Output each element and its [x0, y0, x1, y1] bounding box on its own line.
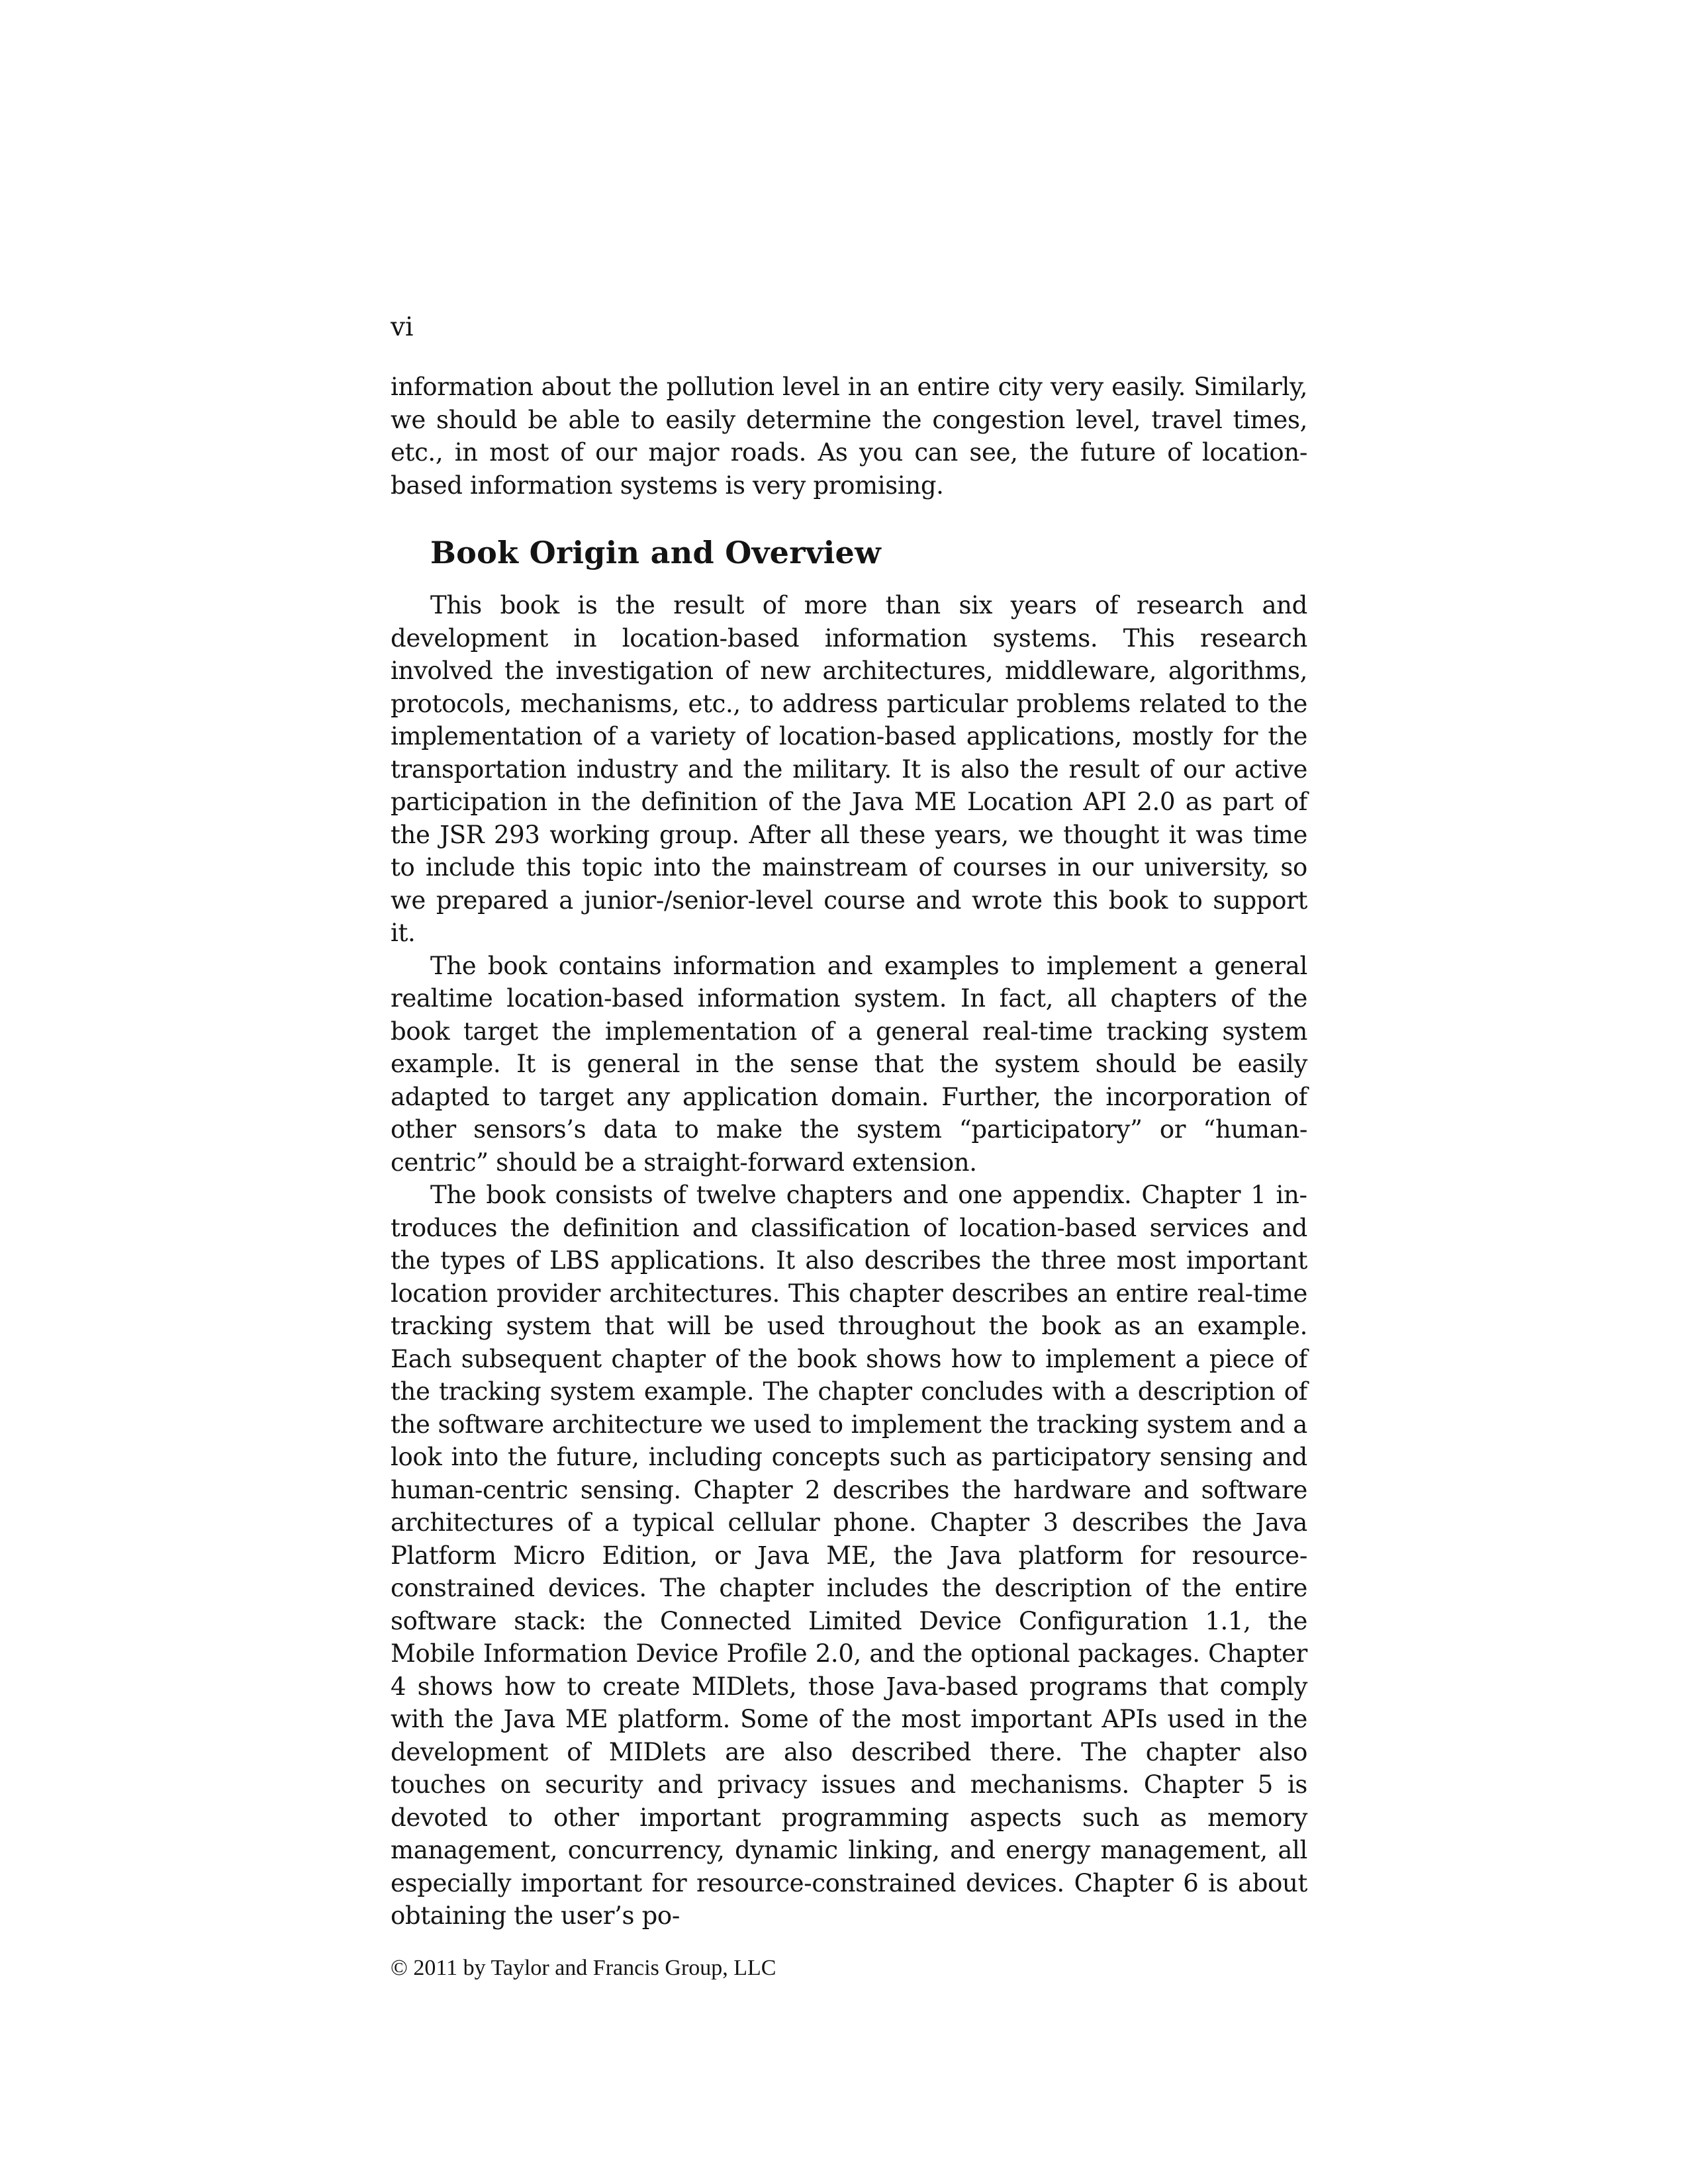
page-number: vi — [391, 312, 414, 342]
body-paragraph: The book contains information and examples to implement a general realtime location-based information system. In fact, all chapters of the book target the implementation of a general real-time tracking system example. It is general in the sense that the system should be easily adapted to target any application domain. Further, the incorporation of other sensors’s data to make the system “participatory” or “human-centric” should be a straight-forward extension. — [391, 951, 1307, 1177]
body-paragraph: The book consists of twelve chapters and one appendix. Chapter 1 introduces the definition and classification of location-based services and the types of LBS applications. It also describes the three most important location provider architectures. This chapter describes an entire real-time tracking system that will be used throughout the book as an example. Each subsequent chapter of the book shows how to implement a piece of the tracking system example. The chapter concludes with a description of the software architecture we used to implement the tracking system and a look into the future, including concepts such as participatory sensing and human-centric sensing. Chapter 2 describes the hardware and software architectures of a typical cellular phone. Chapter 3 describes the Java Platform Micro Edition, or Java ME, the Java platform for resource-constrained devices. The chapter includes the description of the entire software stack: the Connected Limited Device Configuration 1.1, the Mobile Information Device Profile 2.0, and the optional packages. Chapter 4 shows how to create MIDlets, those Java-based programs that comply with the Java ME platform. Some of the most important APIs used in the development of MIDlets are also described there. The chapter also touches on security and privacy issues and mechanisms. Chapter 5 is devoted to other important programming aspects such as memory management, concurrency, dynamic linking, and energy management, all especially important for resource-constrained devices. Chapter 6 is about obtaining the user’s po- — [391, 1181, 1307, 1930]
opening-paragraph: information about the pollution level in an entire city very easily. Similarly, we should be able to easily determine the congestion level, travel times, etc., in most of our major roads. As you can see, the future of location-based information systems is very promising. — [391, 373, 1307, 500]
copyright-footer: © 2011 by Taylor and Francis Group, LLC — [391, 1956, 776, 1980]
section-heading: Book Origin and Overview — [430, 535, 882, 570]
body-paragraph: This book is the result of more than six years of research and development in location-based information systems. This research involved the investigation of new architectures, middleware, algorithms, protocols, mechanisms, etc., to address particular problems related to the implementation of a variety of location-based applications, mostly for the transportation industry and the military. It is also the result of our active participation in the definition of the Java ME Location API 2.0 as part of the JSR 293 working group. After all these years, we thought it was time to include this topic into the mainstream of courses in our university, so we prepared a junior-/senior-level course and wrote this book to support it. — [391, 591, 1307, 947]
section-body — [391, 589, 1307, 1933]
